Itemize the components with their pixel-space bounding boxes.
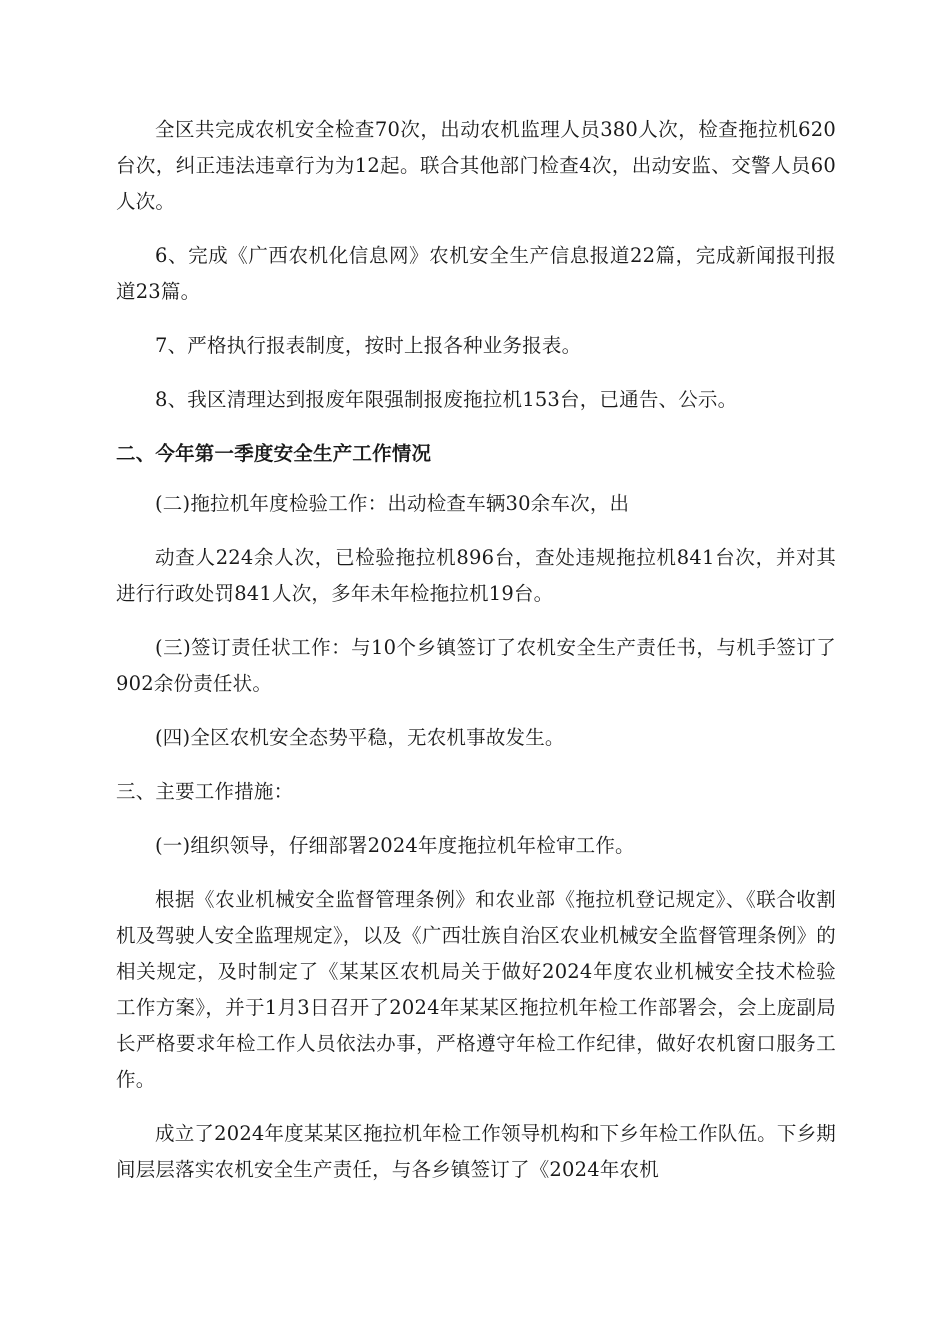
paragraph-item-7: 7、严格执行报表制度，按时上报各种业务报表。 <box>155 334 582 357</box>
paragraph-inspection-stats: 动查人224余人次，已检验拖拉机896台，查处违规拖拉机841台次，并对其进行行政处罚841人次，多年未年检拖拉机19台。 <box>116 546 836 605</box>
paragraph-regulations: 根据《农业机械安全监督管理条例》和农业部《拖拉机登记规定》、《联合收割机及驾驶人安全监理规定》，以及《广西壮族自治区农业机械安全监督管理条例》的相关规定，及时制定了《某某区农机局关于做好2024年度农业机械安全技术检验工作方案》，并于1月3日召开了2024年某某区拖拉机年检工作部署会，会上庞副局长严格要求年检工作人员依法办事，严格遵守年检工作纪律，做好农机窗口服务工作。 <box>116 888 836 1091</box>
paragraph-item-8: 8、我区清理达到报废年限强制报废拖拉机153台，已通告、公示。 <box>155 388 738 411</box>
paragraph-team-setup: 成立了2024年度某某区拖拉机年检工作领导机构和下乡年检工作队伍。下乡期间层层落实农机安全生产责任，与各乡镇签订了《2024年农机 <box>116 1122 836 1181</box>
paragraph-organization: (一)组织领导，仔细部署2024年度拖拉机年检审工作。 <box>155 834 635 857</box>
paragraph-safety-status: (四)全区农机安全态势平稳，无农机事故发生。 <box>155 726 565 749</box>
section-heading-2: 二、今年第一季度安全生产工作情况 <box>116 442 432 465</box>
section-heading-3: 三、主要工作措施： <box>116 780 294 803</box>
document-body <box>116 112 836 1188</box>
paragraph-responsibility: (三)签订责任状工作：与10个乡镇签订了农机安全生产责任书，与机手签订了902余份责任状。 <box>116 636 836 695</box>
paragraph-annual-inspection: (二)拖拉机年度检验工作：出动检查车辆30余车次，出 <box>155 492 630 515</box>
paragraph-inspection-summary: 全区共完成农机安全检查70次，出动农机监理人员380人次，检查拖拉机620台次，纠正违法违章行为为12起。联合其他部门检查4次，出动安监、交警人员60人次。 <box>116 118 836 213</box>
paragraph-item-6: 6、完成《广西农机化信息网》农机安全生产信息报道22篇，完成新闻报刊报道23篇。 <box>116 244 836 303</box>
